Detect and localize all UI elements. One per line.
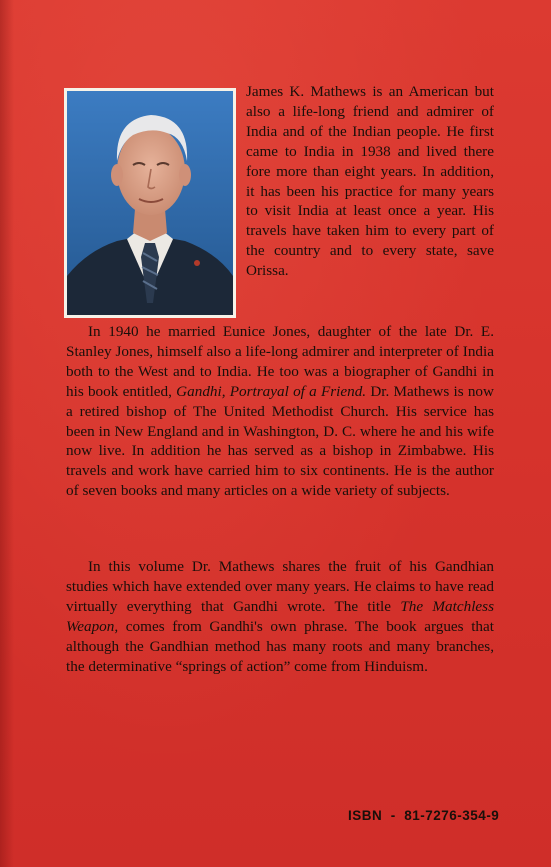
matchless-weapon-title: The Matchless Weapon, [66,597,494,635]
description-text-after-title: comes from Gandhi's own phrase. The book argues that although the Gandhian method has many roots and many branches, the determinative “springs of action” come from Hinduism. [66,617,494,675]
biography-text-before-title: In 1940 he married Eunice Jones, daughter of the late Dr. E. Stanley Jones, himself also a life-long admirer and interpreter of India both to the West and to India. He too was a biographer of Gandhi in his book entitled, [66,323,494,400]
author-intro-text: James K. Mathews is an American but also a life-long friend and admirer of India and of the Indian people. He first came to India in 1938 and lived there fore more than eight years. In addition, it has been his practice for many years to visit India at least once a year. His travels have taken him to every part of the country and to every state, save Orissa. [246,83,494,280]
author-photo [67,91,233,315]
biography-text-after-title: Dr. Mathews is now a retired bishop of The United Methodist Church. His service has been in New England and in Washington, D. C. where he and his wife now live. In addition he has served as a bishop in Zimbabwe. His travels and work have carried him to six continents. He is the author of seven books and many articles on a wide variety of subjects. [66,382,494,500]
book-description-paragraph [66,557,494,676]
description-text-before-title: In this volume Dr. Mathews shares the fruit of his Gandhian studies which have extended over many years. He claims to have read virtually everything that Gandhi wrote. The title [66,558,494,615]
gandhi-portrayal-book-title: Gandhi, Portrayal of a Friend. [176,382,367,400]
author-biography-paragraph [66,322,494,501]
isbn-number: ISBN - 81-7276-354-9 [348,808,500,823]
author-photo-frame [64,88,236,318]
